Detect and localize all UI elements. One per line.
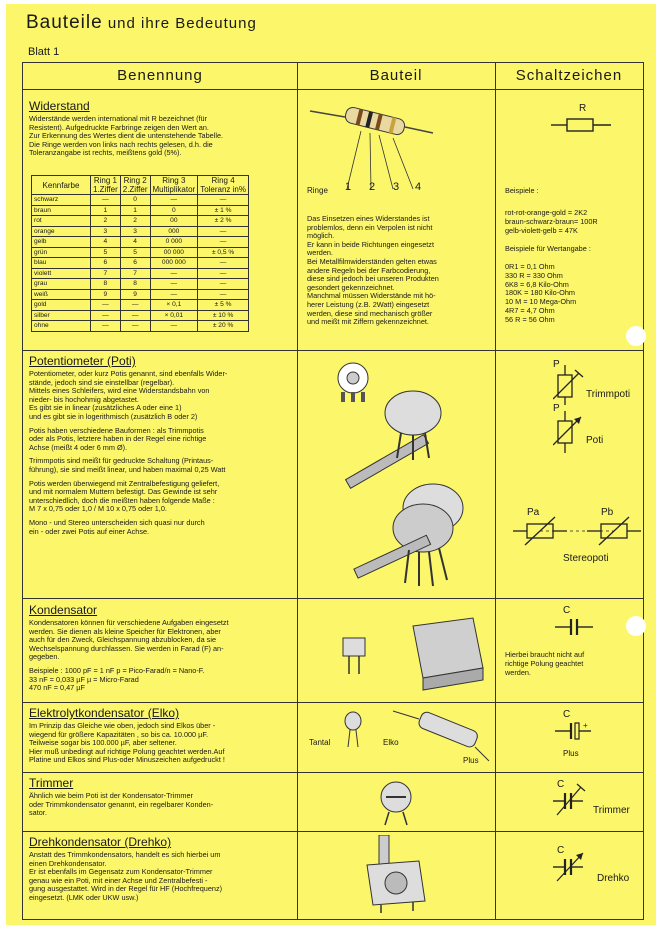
table-cell: —: [198, 279, 249, 290]
table-header-cell: Ring 3 Multiplikator: [150, 176, 198, 195]
trimmer-symbol-label: Trimmer: [593, 805, 630, 816]
table-cell: grau: [32, 279, 91, 290]
table-cell: braun: [32, 205, 91, 216]
poti-symbol-icon: [553, 411, 603, 453]
elko-symbol-plus: Plus: [563, 749, 579, 758]
kondensator-illustration: [323, 608, 488, 698]
table-cell: 0: [150, 205, 198, 216]
resistor-text: Widerstände werden international mit R bezeichnet (für Resistent). Aufgedruckte Farbringe zeigen den Wert an. Zur Erkennung des Wertes dient die untenstehende Tabelle. Die Ringe werden von links nach rechts gelesen, d.h. die Toleranzangabe ist rechts, meißtens gold (5%).: [29, 114, 224, 158]
resistor-title: Widerstand: [29, 99, 90, 113]
table-cell: —: [198, 195, 249, 206]
table-cell: 5: [91, 247, 121, 258]
table-header-cell: Ring 4 Toleranz in%: [198, 176, 249, 195]
resistor-symbol-icon: [551, 115, 611, 135]
table-cell: 9: [91, 289, 121, 300]
table-cell: silber: [32, 310, 91, 321]
resistor-examples2-title: Beispiele für Wertangabe :: [505, 244, 591, 253]
trimmer-symbol-letter: C: [557, 779, 565, 790]
table-cell: ohne: [32, 321, 91, 332]
stereopoti-label: Stereopoti: [563, 553, 609, 564]
table-row: [32, 300, 249, 311]
header-divider: [23, 89, 643, 90]
poti-text-4: Potis werden überwiegend mit Zentralbefestigung geliefert, und mit normalem Muttern befestigt. Das Gewinde ist sehr unterschiedlich, doch die meißten haben folgende Maße : M 7 x 0,75 oder 1,0 / M 10 x 0,75 oder 1,0.: [29, 478, 220, 514]
table-cell: —: [198, 289, 249, 300]
elko-title: Elektrolytkondensator (Elko): [29, 706, 180, 720]
section-kondensator: [29, 603, 293, 698]
svg-text:+: +: [583, 721, 588, 730]
section-poti: [29, 354, 293, 541]
trimmer-text: Ähnlich wie beim Poti ist der Kondensator-Trimmer oder Trimmkondensator genannt, ein regelbarer Konden- sator.: [29, 791, 214, 818]
poti-text-5: Mono - und Stereo unterscheiden sich quasi nur durch ein - oder zwei Potis auf einer Achse.: [29, 517, 205, 536]
row-divider-resistor: [23, 350, 643, 351]
document-sheet: [6, 4, 656, 925]
poti-title: Potentiometer (Poti): [29, 354, 136, 368]
table-cell: 8: [120, 279, 150, 290]
row-divider-elko: [23, 772, 643, 773]
punch-hole-bottom: [626, 616, 646, 636]
table-cell: —: [198, 226, 249, 237]
table-cell: 7: [91, 268, 121, 279]
table-cell: 000 000: [150, 258, 198, 269]
table-cell: orange: [32, 226, 91, 237]
table-cell: 1: [91, 205, 121, 216]
section-drehko: [29, 835, 293, 908]
resistor-illustration: [305, 93, 435, 193]
section-elko: [29, 706, 293, 770]
stereopoti-symbol-icon: [513, 511, 643, 551]
resistor-symbol-letter: R: [579, 103, 587, 114]
table-cell: 4: [91, 237, 121, 248]
row-divider-trimmer: [23, 831, 643, 832]
table-cell: ± 2 %: [198, 216, 249, 227]
table-row: [32, 216, 249, 227]
table-row: [32, 268, 249, 279]
trimmer-symbol-icon: [553, 783, 589, 819]
table-cell: ± 10 %: [198, 310, 249, 321]
table-cell: weiß: [32, 289, 91, 300]
table-cell: 5: [120, 247, 150, 258]
table-cell: —: [91, 321, 121, 332]
table-cell: schwarz: [32, 195, 91, 206]
table-cell: —: [150, 289, 198, 300]
trimmpoti-label: Trimmpoti: [586, 389, 631, 400]
trimmer-title: Trimmer: [29, 776, 74, 790]
table-row: [32, 279, 249, 290]
elko-symbol-icon: [555, 721, 599, 741]
table-row: [32, 289, 249, 300]
page-title: [26, 12, 257, 34]
table-cell: —: [91, 300, 121, 311]
kondensator-title: Kondensator: [29, 603, 98, 617]
table-cell: 0: [120, 195, 150, 206]
table-cell: ± 5 %: [198, 300, 249, 311]
ring-number-1: 1: [345, 181, 352, 193]
table-cell: 9: [120, 289, 150, 300]
table-cell: 7: [120, 268, 150, 279]
kondensator-text: Kondensatoren können für verschiedene Aufgaben eingesetzt werden. Sie dienen als kleine Speicher für Elektronen, aber auch für den Zweck, Gleichspannung abzublocken, da sie Wechselspannung durchlassen. Sie werden in Farad (F) an- gegeben.: [29, 618, 229, 662]
table-cell: 3: [120, 226, 150, 237]
table-cell: 1: [120, 205, 150, 216]
table-row: [32, 310, 249, 321]
drehko-text: Anstatt des Trimmkondensators, handelt es sich hierbei um einen Drehkondensator. Er ist ebenfalls im Gegensatz zum Kondensator-Trimmer genau wie ein Poti, mit einer Achse und Zentralbefesti - gung ausgestattet. Wird in der Regel für HF (Hochfrequenz) eingesetzt. (LMK oder UKW usw.): [29, 850, 223, 902]
table-cell: —: [198, 237, 249, 248]
table-cell: gold: [32, 300, 91, 311]
table-cell: ± 0,5 %: [198, 247, 249, 258]
poti-text-3: Trimmpotis sind meißt für gedruckte Schaltung (Printaus- führung), sie sind meißt linear, und haben maximal 0,25 Watt: [29, 456, 226, 474]
poti-text-2: Potis haben verschiedene Bauformen : als Trimmpotis oder als Potis, letztere haben in der Regel eine richtige Achse (meißt 4 oder 6 mm Ø).: [29, 425, 207, 452]
elko-label-tantal: Tantal: [309, 738, 331, 747]
color-code-table: [31, 175, 249, 332]
table-cell: 6: [91, 258, 121, 269]
drehko-illustration: [363, 835, 433, 915]
table-row: [32, 195, 249, 206]
poti-illustration: [313, 358, 493, 593]
table-row: [32, 247, 249, 258]
table-cell: —: [120, 321, 150, 332]
table-cell: ± 1 %: [198, 205, 249, 216]
table-cell: 2: [91, 216, 121, 227]
table-cell: gelb: [32, 237, 91, 248]
drehko-symbol-icon: [553, 849, 589, 885]
column-header-name: Benennung: [117, 67, 203, 84]
trimmer-illustration: [371, 775, 421, 829]
column-header-symbol: Schaltzeichen: [515, 67, 623, 84]
poti-symbol-letter: P: [553, 403, 560, 414]
table-cell: grün: [32, 247, 91, 258]
elko-text: Im Prinzip das Gleiche wie oben, jedoch sind Elkos über - wiegend für größere Kapazitäten , so bis ca. 10.000 µF. Teilweise sogar bis 100.000 µF, aber seltener. Hier muß unbedingt auf richtige Polung geachtet werden.Auf Platine und Elkos sind Plus-oder Minuszeichen aufgedruckt !: [29, 721, 225, 765]
elko-label-plus: Plus: [463, 756, 479, 765]
drehko-title: Drehkondensator (Drehko): [29, 835, 172, 849]
table-cell: 00 000: [150, 247, 198, 258]
table-header-cell: Ring 1 1.Ziffer: [91, 176, 121, 195]
resistor-part-text: Das Einsetzen eines Widerstandes ist problemlos, denn ein Verpolen ist nicht möglich. Er kann in beide Richtungen eingesetzt werden. Bei Metallfilmwiderständen gelten etwas andere Regeln bei der Farbcodierung, diese sind jedoch bei unseren Produkten gesondert gekennzeichnet. Manchmal müssen Widerstände mit hö- herer Leistung (z.B. 2Watt) eingesetzt werden, diese sind mechanisch größer und meißt mit Ziffern gekennzeichnet.: [307, 214, 439, 327]
table-cell: —: [120, 300, 150, 311]
drehko-symbol-letter: C: [557, 845, 565, 856]
table-cell: —: [150, 321, 198, 332]
poti-text-1: Potentiometer, oder kurz Potis genannt, sind ebenfalls Wider- stände, jedoch sind sie einstellbar (regelbar). Mittels eines Schleifers, wird eine Widerstandsbahn von nieder- bis hochohmig abgetastet. Es gibt sie in linear (zusätzliches A oder eine 1) und es gibt sie in logerithmisch (zusätzlich B oder 2): [29, 369, 228, 421]
drehko-symbol-label: Drehko: [597, 873, 630, 884]
column-divider-1: [297, 63, 298, 919]
table-row: [32, 226, 249, 237]
table-cell: 2: [120, 216, 150, 227]
kondensator-note: Hierbei braucht nicht auf richtige Polung geachtet werden.: [505, 650, 585, 677]
table-cell: —: [150, 279, 198, 290]
table-cell: × 0,01: [150, 310, 198, 321]
table-row: [32, 321, 249, 332]
ring-number-4: 4: [415, 181, 422, 193]
table-header-cell: Ring 2 2.Ziffer: [120, 176, 150, 195]
resistor-examples: rot-rot-orange-gold = 2K2 braun-schwarz-braun= 100R gelb-violett-gelb = 47K: [505, 208, 598, 235]
table-header-row: [32, 176, 249, 195]
table-cell: —: [91, 310, 121, 321]
table-cell: 4: [120, 237, 150, 248]
table-cell: —: [150, 195, 198, 206]
stereo-symbol-pa: Pa: [527, 507, 540, 518]
table-cell: 000: [150, 226, 198, 237]
poti-symbol-letter-trimm: P: [553, 359, 560, 370]
poti-label: Poti: [586, 435, 604, 446]
table-cell: —: [120, 310, 150, 321]
rings-label: Ringe: [307, 186, 328, 195]
table-row: [32, 258, 249, 269]
resistor-examples2: 0R1 = 0,1 Ohm 330 R = 330 Ohm 6K8 = 6,8 Kilo-Ohm 180K = 180 Kilo-Ohm 10 M = 10 Mega-Ohm 4R7 = 4,7 Ohm 56 R = 56 Ohm: [505, 262, 577, 324]
ring-number-3: 3: [393, 181, 400, 193]
content-grid: [22, 62, 644, 920]
kondensator-examples: Beispiele : 1000 pF = 1 nF p = Pico-Farad/n = Nano-F. 33 nF = 0,033 µF µ = Micro-Farad 470 nF = 0,47 µF: [29, 665, 205, 693]
table-cell: × 0,1: [150, 300, 198, 311]
table-cell: 8: [91, 279, 121, 290]
table-cell: 6: [120, 258, 150, 269]
punch-hole-top: [626, 326, 646, 346]
kondensator-symbol-icon: [555, 617, 595, 637]
kondensator-symbol-letter: C: [563, 605, 571, 616]
table-cell: 0 000: [150, 237, 198, 248]
stereo-symbol-pb: Pb: [601, 507, 614, 518]
column-divider-2: [495, 63, 496, 919]
table-cell: —: [198, 258, 249, 269]
sheet-number: Blatt 1: [28, 46, 60, 58]
table-cell: —: [198, 268, 249, 279]
table-cell: rot: [32, 216, 91, 227]
row-divider-poti: [23, 598, 643, 599]
table-row: [32, 205, 249, 216]
section-resistor: [29, 99, 293, 163]
table-cell: violett: [32, 268, 91, 279]
title-main: Bauteile: [26, 12, 103, 33]
table-cell: 3: [91, 226, 121, 237]
table-cell: ± 20 %: [198, 321, 249, 332]
ring-number-2: 2: [369, 181, 376, 193]
column-header-part: Bauteil: [369, 67, 423, 84]
table-cell: —: [91, 195, 121, 206]
table-cell: —: [150, 268, 198, 279]
title-rest: und ihre Bedeutung: [102, 15, 257, 32]
section-trimmer: [29, 776, 293, 823]
table-header-cell: Kennfarbe: [32, 176, 91, 195]
elko-label-elko: Elko: [383, 738, 399, 747]
table-row: [32, 237, 249, 248]
elko-symbol-letter: C: [563, 709, 571, 720]
resistor-examples-title: Beispiele :: [505, 186, 539, 195]
table-cell: blau: [32, 258, 91, 269]
row-divider-kondensator: [23, 702, 643, 703]
table-cell: 00: [150, 216, 198, 227]
